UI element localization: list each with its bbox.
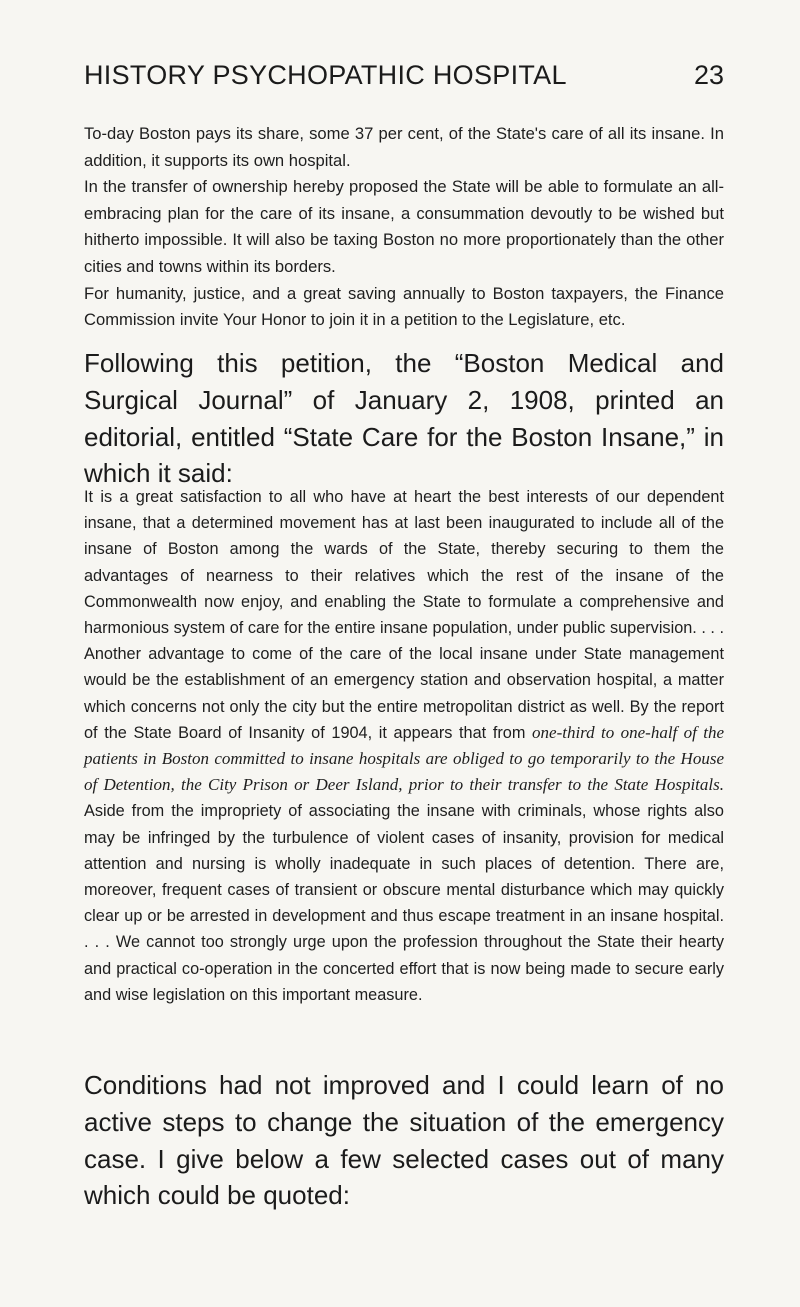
page-header xyxy=(84,60,724,100)
body-paragraph-conditions xyxy=(84,1067,724,1214)
running-title: HISTORY PSYCHOPATHIC HOSPITAL xyxy=(84,60,567,90)
paragraph: Following this petition, the “Boston Medical and Surgical Journal” of January 2, 1908, printed an editorial, entitled “State Care for the Boston Insane,” in which it said: xyxy=(84,348,724,489)
body-paragraph-intro xyxy=(84,345,724,492)
quote-emphasis: one-third to one-half of the patients in Boston committed to insane hospitals are obliged to go temporarily to the House of Detention, the City Prison or Deer Island, prior to their transfer to the State Hospitals. xyxy=(84,722,724,795)
paragraph: Conditions had not improved and I could learn of no active steps to change the situation of the emergency case. I give below a few selected cases out of many which could be quoted: xyxy=(84,1070,724,1211)
quote-paragraph xyxy=(84,484,724,1008)
paragraph: In the transfer of ownership hereby proposed the State will be able to formulate an all-embracing plan for the care of its insane, a consummation devoutly to be wished but hitherto impossible. It will also be taxing Boston no more proportionately than the other cities and towns within its borders. xyxy=(84,177,724,276)
petition-excerpt xyxy=(84,121,724,334)
paragraph: To-day Boston pays its share, some 37 per cent, of the State's care of all its insane. In addition, it supports its own hospital. xyxy=(84,124,724,170)
quote-text: It is a great satisfaction to all who have at heart the best interests of our dependent insane, that a determined movement has at last been inaugurated to include all of the insane of Boston among the wards of the State, thereby securing to them the advantages of nearness to their relatives which the rest of the insane of the Commonwealth now enjoy, and enabling the State to formulate a comprehensive and harmonious system of care for the entire insane population, under public supervision. . . . Another advantage to come of the care of the local insane under State management would be the establishment of an emergency station and observation hospital, a matter which concerns not only the city but the entire metropolitan district as well. By the report of the State Board of Insanity of 1904, it appears that from xyxy=(84,488,724,742)
paragraph: For humanity, justice, and a great saving annually to Boston taxpayers, the Finance Commission invite Your Honor to join it in a petition to the Legislature, etc. xyxy=(84,283,724,330)
block-quote xyxy=(84,484,724,1008)
quote-text: Aside from the impropriety of associating the insane with criminals, whose rights also may be infringed by the turbulence of violent cases of insanity, provision for medical attention and nursing is wholly inadequate in such places of detention. There are, moreover, frequent cases of transient or obscure mental disturbance which may quickly clear up or be arrested in development and thus escape treatment in an insane hospital. . . . We cannot too strongly urge upon the profession throughout the State their hearty and practical co-operation in the concerted effort that is now being made to secure early and wise legislation on this important measure. xyxy=(84,802,724,1004)
page-number: 23 xyxy=(693,60,724,90)
